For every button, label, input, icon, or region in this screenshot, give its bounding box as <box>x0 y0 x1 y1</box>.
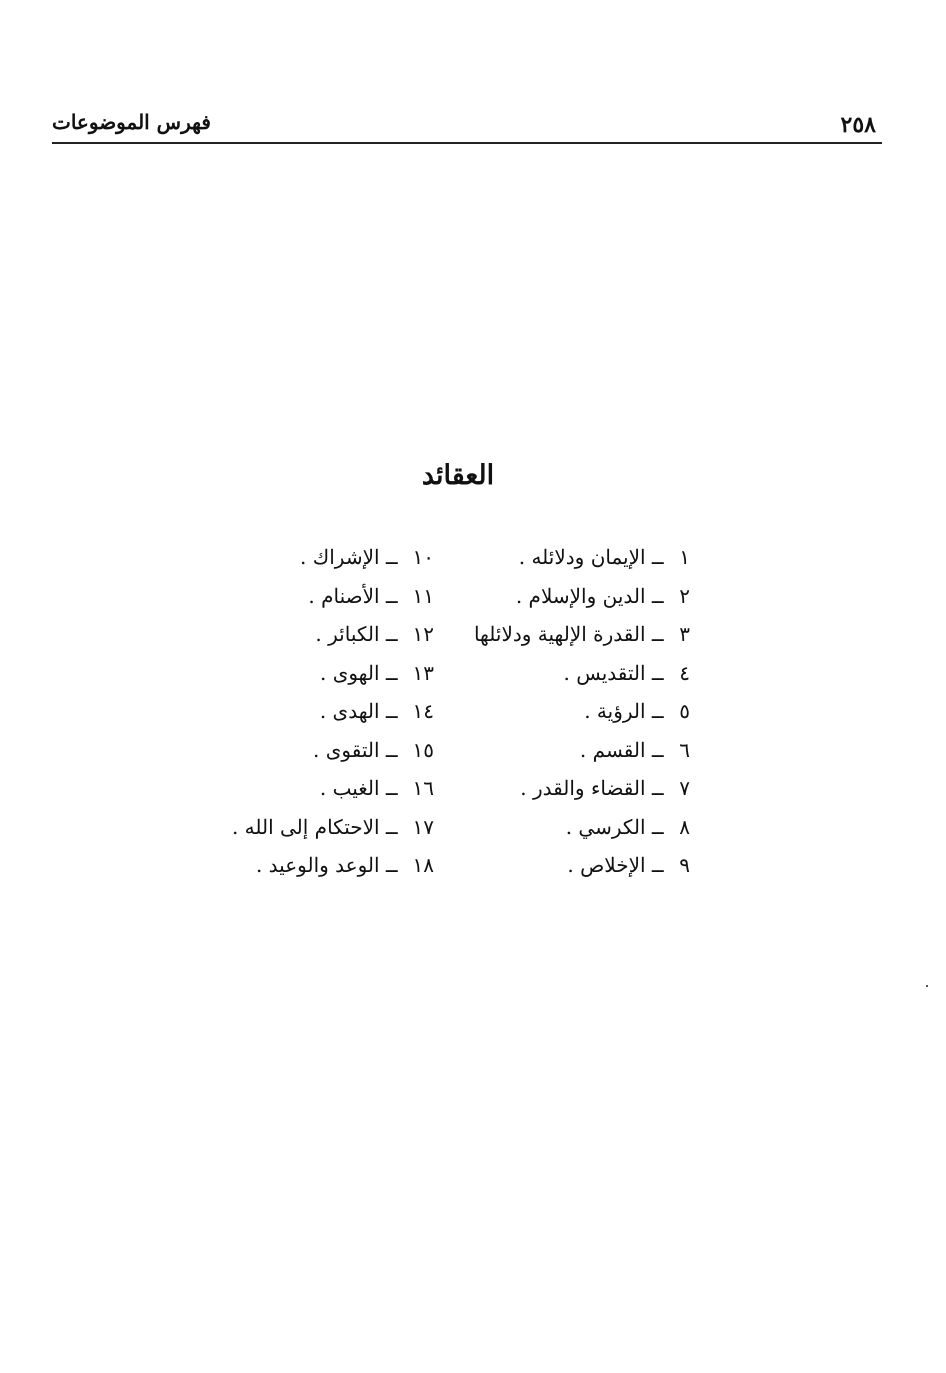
item-text: ــ الغيب . <box>319 776 398 800</box>
item-number: ٥ <box>679 699 690 723</box>
list-item <box>450 656 690 695</box>
list-item <box>450 848 690 887</box>
item-number: ١٧ <box>412 814 434 839</box>
header-title: فهرس الموضوعات <box>52 110 211 134</box>
list-item <box>194 579 434 618</box>
list-item <box>194 810 434 849</box>
item-number: ٤ <box>679 660 690 685</box>
list-item <box>194 617 434 656</box>
item-text: ــ القضاء والقدر . <box>520 776 664 800</box>
topics-list-left <box>194 540 434 887</box>
list-item <box>450 733 690 772</box>
list-item <box>194 771 434 810</box>
item-text: ــ الكبائر . <box>315 622 398 646</box>
list-item <box>450 771 690 810</box>
item-number: ٦ <box>679 737 690 762</box>
list-item <box>450 694 690 733</box>
scan-speck <box>926 985 928 987</box>
item-number: ١٣ <box>412 660 434 685</box>
item-number: ٧ <box>679 776 690 800</box>
section-title: العقائد <box>421 460 495 491</box>
item-number: ١٢ <box>412 622 434 646</box>
item-number: ١١ <box>412 583 434 608</box>
item-text: ــ الكرسي . <box>565 814 664 839</box>
page-number: ٢٥٨ <box>840 112 876 138</box>
item-number: ١٦ <box>412 776 434 800</box>
item-text: ــ التقوى . <box>313 737 398 762</box>
list-item <box>194 694 434 733</box>
list-item <box>450 579 690 618</box>
item-text: ــ التقديس . <box>563 660 664 685</box>
item-text: ــ الإخلاص . <box>567 853 664 877</box>
item-number: ١٨ <box>412 853 434 877</box>
item-number: ٨ <box>679 814 690 839</box>
item-number: ١٠ <box>412 545 434 569</box>
item-text: ــ الوعد والوعيد . <box>255 853 398 877</box>
item-text: ــ الهوى . <box>319 660 398 685</box>
item-text: ــ القسم . <box>579 737 664 762</box>
item-text: ــ الإشراك . <box>300 545 398 569</box>
item-number: ٣ <box>679 622 690 646</box>
item-text: ــ الأصنام . <box>308 583 398 608</box>
item-text: ــ الاحتكام إلى الله . <box>231 814 398 839</box>
item-number: ١٥ <box>412 737 434 762</box>
list-item <box>194 848 434 887</box>
list-item <box>194 733 434 772</box>
item-text: ــ الإيمان ودلائله . <box>518 545 664 569</box>
list-item <box>194 656 434 695</box>
item-number: ٢ <box>679 583 690 608</box>
list-item <box>194 540 434 579</box>
item-text: ــ الرؤية . <box>584 699 664 723</box>
list-item <box>450 540 690 579</box>
topics-list-right <box>450 540 690 887</box>
item-text: ــ القدرة الإلهية ودلائلها <box>473 622 664 646</box>
item-number: ١ <box>679 545 690 569</box>
item-text: ــ الدين والإسلام . <box>515 583 664 608</box>
item-text: ــ الهدى . <box>319 699 398 723</box>
page-header <box>52 108 882 144</box>
list-item <box>450 810 690 849</box>
list-item <box>450 617 690 656</box>
item-number: ٩ <box>679 853 690 877</box>
item-number: ١٤ <box>412 699 434 723</box>
